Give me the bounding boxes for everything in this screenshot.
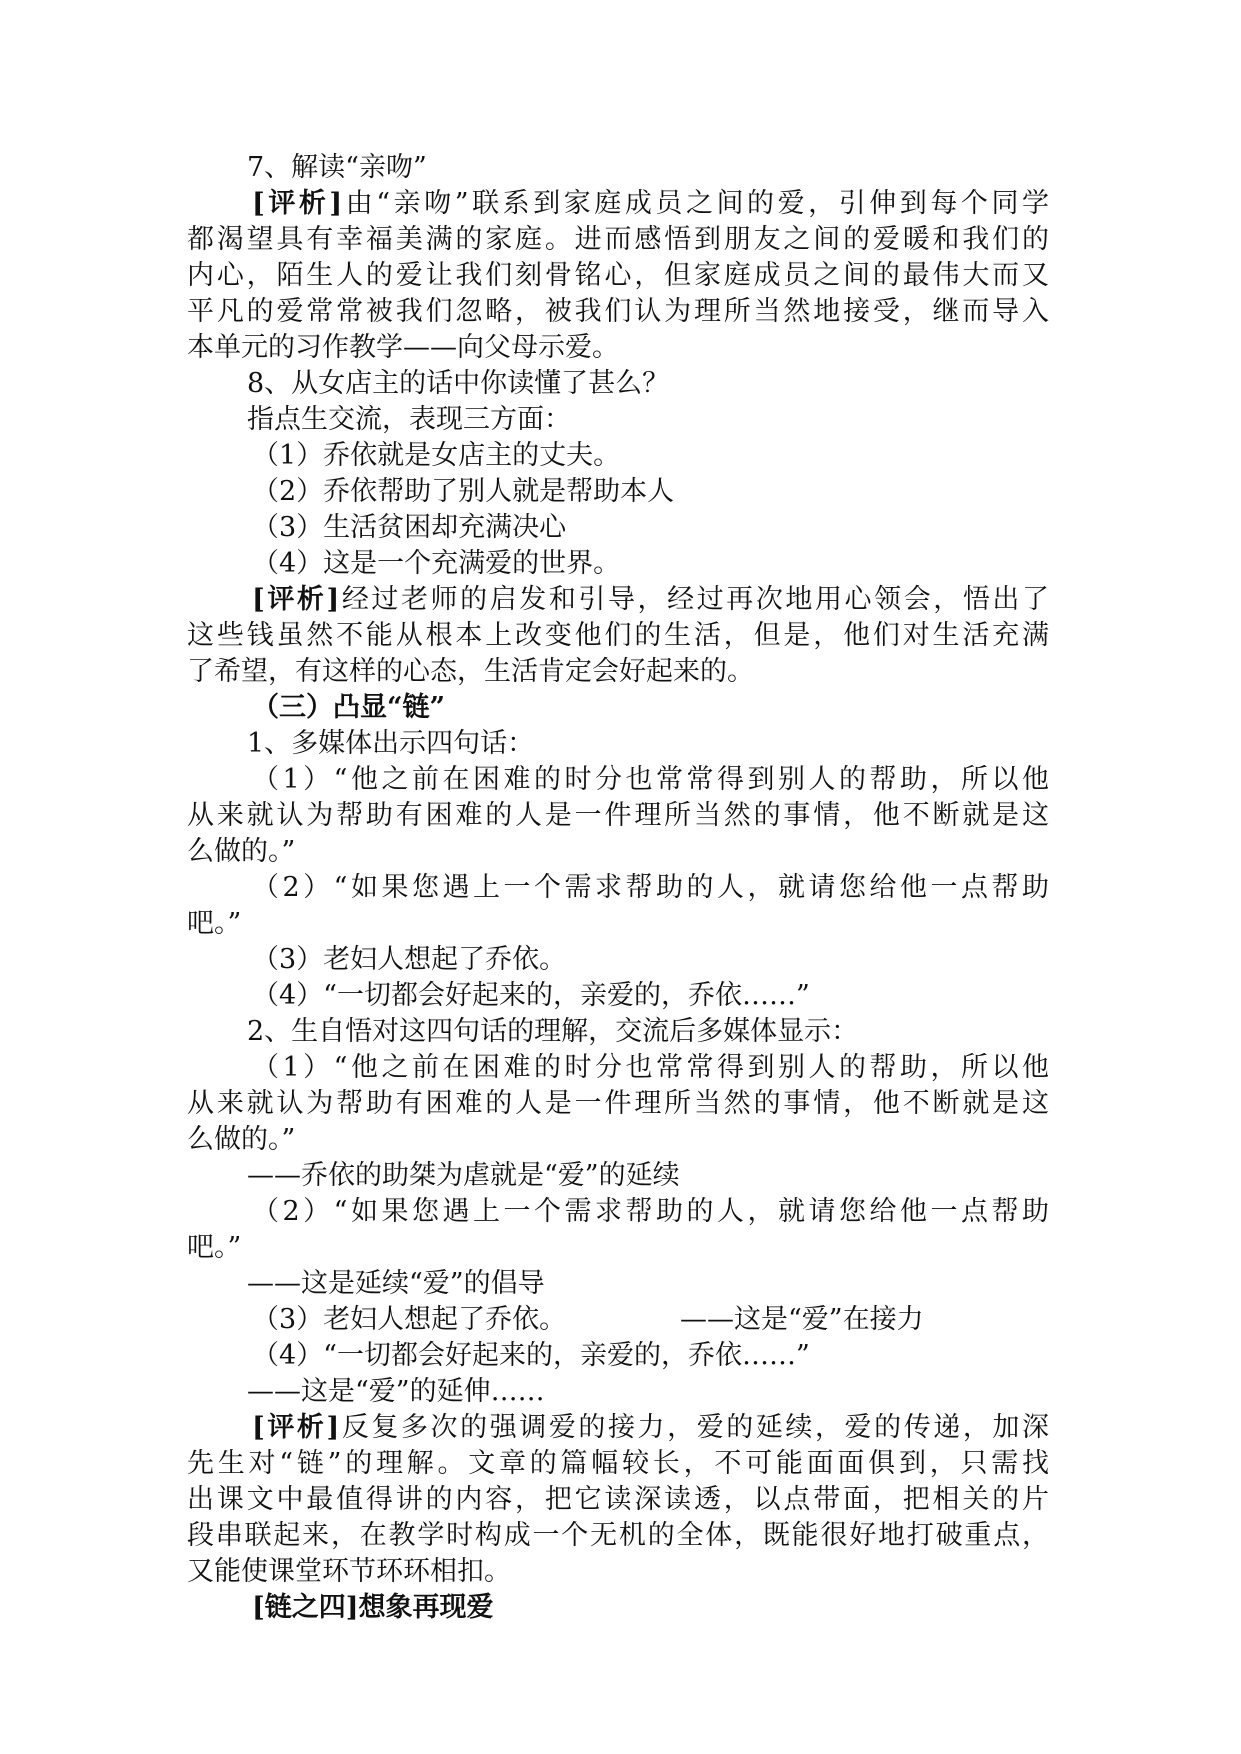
part3-item2: 2、生自悟对这四句话的理解，交流后多媒体显示： xyxy=(247,1016,859,1047)
quote-line: 吧。” xyxy=(187,1232,242,1263)
section8-point: （1）乔依就是女店主的丈夫。 xyxy=(252,440,621,471)
quote-line: （2）“如果您遇上一个需求帮助的人，就请您给他一点帮助 xyxy=(252,1196,1049,1227)
section8-heading: 8、从女店主的话中你读懂了甚么？ xyxy=(247,368,670,399)
quote-line: （3）老妇人想起了乔依。 xyxy=(252,1304,567,1335)
section7-review-line: 都渴望具有幸福美满的家庭。进而感悟到朋友之间的爱暖和我们的 xyxy=(187,224,1049,255)
review-text: 由“亲吻”联系到家庭成员之间的爱，引伸到每个同学 xyxy=(342,188,1049,219)
part3-item1: 1、多媒体出示四句话： xyxy=(247,728,535,759)
part3-review-line: 又能使课堂环节环环相扣。 xyxy=(187,1556,511,1587)
chain4-tag: [链之四] xyxy=(252,1592,359,1623)
quote-line: （2）“如果您遇上一个需求帮助的人，就请您给他一点帮助 xyxy=(252,872,1049,903)
quote-note: ——这是“爱”在接力 xyxy=(680,1304,924,1335)
review-tag: [评析] xyxy=(252,584,340,615)
quote-note: ——这是“爱”的延伸…… xyxy=(247,1376,545,1407)
quote-line: （4）“一切都会好起来的，亲爱的，乔依……” xyxy=(252,1340,810,1371)
section8-guide: 指点生交流，表现三方面： xyxy=(247,404,571,435)
review-tag: [评析] xyxy=(252,188,343,219)
section8-review-line xyxy=(252,582,1049,618)
review-tag: [评析] xyxy=(252,1412,340,1443)
section8-review-line: 这些钱虽然不能从根本上改变他们的生活，但是，他们对生活充满 xyxy=(187,620,1049,651)
section8-point: （2）乔依帮助了别人就是帮助本人 xyxy=(252,476,675,507)
quote-line: 吧。” xyxy=(187,908,242,939)
part3-review-line: 出课文中最值得讲的内容，把它读深读透，以点带面，把相关的片 xyxy=(187,1484,1049,1515)
quote-note: ——乔依的助桀为虐就是“爱”的延续 xyxy=(247,1160,680,1191)
section8-point: （4）这是一个充满爱的世界。 xyxy=(252,548,621,579)
section7-review-line: 本单元的习作教学——向父母示爱。 xyxy=(187,332,619,363)
section7-review-line: 内心，陌生人的爱让我们刻骨铭心，但家庭成员之间的最伟大而又 xyxy=(187,260,1049,291)
quote-line: 么做的。” xyxy=(187,1124,296,1155)
part3-review-line: 先生对“链”的理解。文章的篇幅较长，不可能面面俱到，只需找 xyxy=(187,1448,1049,1479)
quote-line: 么做的。” xyxy=(187,836,296,867)
quote-line: 从来就认为帮助有困难的人是一件理所当然的事情，他不断就是这 xyxy=(187,800,1049,831)
quote-line: （1）“他之前在困难的时分也常常得到别人的帮助，所以他 xyxy=(252,764,1049,795)
section8-point: （3）生活贫困却充满决心 xyxy=(252,512,567,543)
review-text: 反复多次的强调爱的接力，爱的延续，爱的传递，加深 xyxy=(339,1412,1049,1443)
section7-review-line xyxy=(252,186,1049,222)
part3-heading: （三）凸显“链” xyxy=(252,692,446,723)
review-text: 经过老师的启发和引导，经过再次地用心领会，悟出了 xyxy=(339,584,1049,615)
section8-review-line: 了希望，有这样的心态，生活肯定会好起来的。 xyxy=(187,656,754,687)
chain4-title: 想象再现爱 xyxy=(358,1592,494,1623)
quote-line: （4）“一切都会好起来的，亲爱的，乔依……” xyxy=(252,980,810,1011)
section7-review-line: 平凡的爱常常被我们忽略，被我们认为理所当然地接受，继而导入 xyxy=(187,296,1049,327)
quote-note: ——这是延续“爱”的倡导 xyxy=(247,1268,545,1299)
section7-heading: 7、解读“亲吻” xyxy=(247,152,427,183)
part3-review-line: 段串联起来，在教学时构成一个无机的全体，既能很好地打破重点， xyxy=(187,1520,1049,1551)
chain4-heading xyxy=(252,1590,494,1626)
quote-line: 从来就认为帮助有困难的人是一件理所当然的事情，他不断就是这 xyxy=(187,1088,1049,1119)
quote-line: （1）“他之前在困难的时分也常常得到别人的帮助，所以他 xyxy=(252,1052,1049,1083)
part3-review-line xyxy=(252,1410,1049,1446)
quote-line: （3）老妇人想起了乔依。 xyxy=(252,944,567,975)
